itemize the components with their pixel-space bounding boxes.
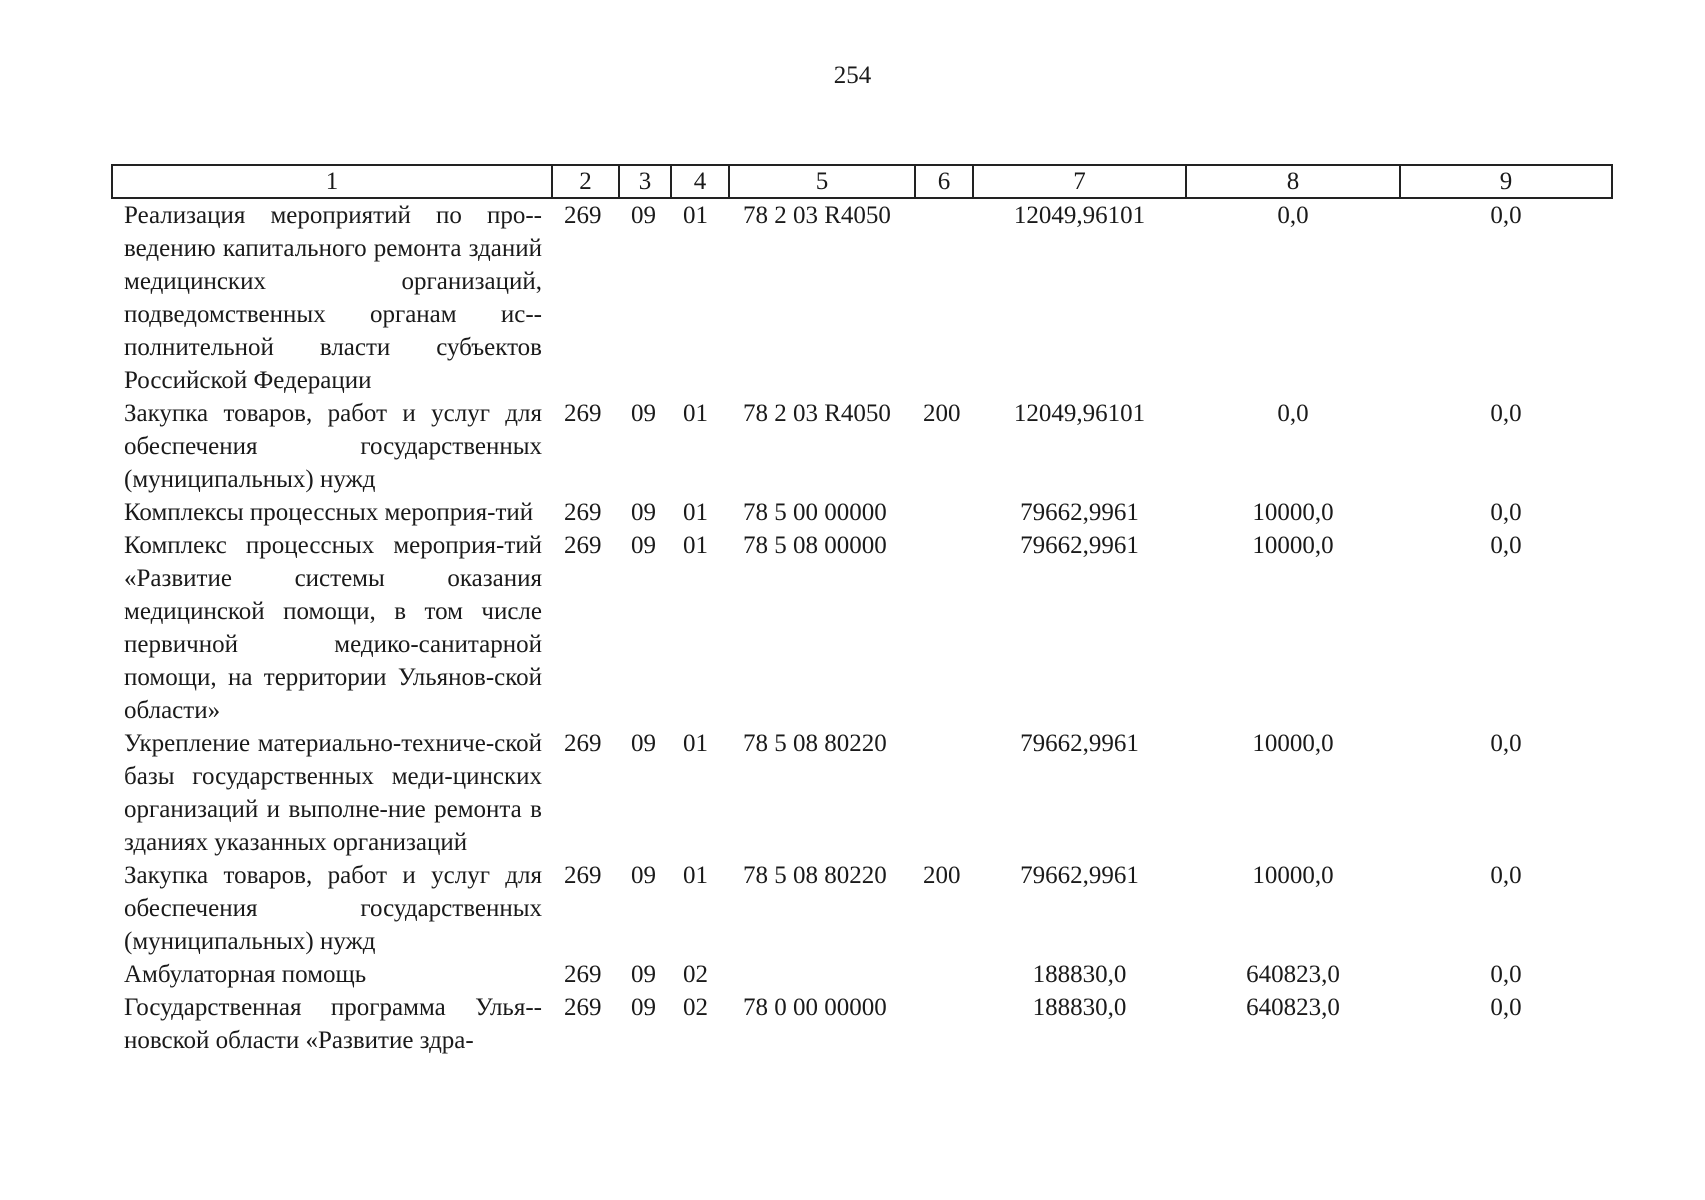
row-name: Амбулаторная помощь: [124, 961, 367, 988]
cell-amount-col8: 10000,0: [1252, 499, 1334, 526]
cell-amount-col9: 0,0: [1490, 202, 1522, 229]
cell-target-article: 78 5 08 80220: [743, 862, 887, 889]
row-name: Комплекс процессных мероприя-тий «Развитие системы оказания медицинской помощи, в том числе первичной медико-санитарной помощи, на территории Ульянов-ской области»: [124, 532, 542, 724]
header-cell: 5: [729, 165, 915, 198]
header-cell: 4: [671, 165, 729, 198]
cell-ministry-code: 269: [564, 994, 602, 1021]
table-row: [112, 859, 1612, 958]
cell-amount-col9: 0,0: [1490, 499, 1522, 526]
cell-subsection-code: 01: [683, 532, 708, 559]
row-name: Реализация мероприятий по про-ведению капитального ремонта зданий медицинских организаций, подведомственных органам ис-полнительной власти субъектов Российской Федерации: [124, 202, 542, 394]
cell-expense-type: [915, 198, 973, 397]
header-cell: 9: [1400, 165, 1612, 198]
cell-subsection-code: 01: [683, 400, 708, 427]
table-row: [112, 529, 1612, 727]
cell-section-code: 09: [631, 202, 656, 229]
cell-ministry-code: 269: [564, 862, 602, 889]
cell-ministry-code: 269: [564, 961, 602, 988]
cell-amount-col7: 188830,0: [1032, 994, 1127, 1021]
cell-expense-type: 200: [923, 400, 961, 427]
header-cell: 6: [915, 165, 973, 198]
header-cell: 7: [973, 165, 1186, 198]
row-name: Закупка товаров, работ и услуг для обеспечения государственных (муниципальных) нужд: [124, 862, 542, 955]
cell-expense-type: [915, 727, 973, 859]
cell-amount-col7: 79662,9961: [1020, 499, 1139, 526]
cell-amount-col9: 0,0: [1490, 400, 1522, 427]
header-cell: 1: [112, 165, 552, 198]
cell-amount-col8: 0,0: [1277, 400, 1309, 427]
row-name: Закупка товаров, работ и услуг для обеспечения государственных (муниципальных) нужд: [124, 400, 542, 493]
cell-section-code: 09: [631, 730, 656, 757]
cell-amount-col7: 12049,96101: [1013, 400, 1146, 427]
cell-amount-col7: 79662,9961: [1020, 862, 1139, 889]
row-name: Укрепление материально-техниче-ской базы государственных меди-цинских организаций и выполне-ние ремонта в зданиях указанных организаций: [124, 730, 542, 856]
table-row: [112, 958, 1612, 991]
cell-target-article: [729, 958, 915, 991]
cell-target-article: 78 5 00 00000: [743, 499, 887, 526]
cell-section-code: 09: [631, 961, 656, 988]
cell-ministry-code: 269: [564, 730, 602, 757]
cell-target-article: 78 2 03 R4050: [743, 400, 891, 427]
cell-expense-type: [915, 991, 973, 1057]
cell-subsection-code: 01: [683, 202, 708, 229]
cell-target-article: 78 2 03 R4050: [743, 202, 891, 229]
cell-amount-col8: 640823,0: [1246, 994, 1340, 1021]
cell-ministry-code: 269: [564, 400, 602, 427]
cell-amount-col8: 10000,0: [1252, 730, 1334, 757]
cell-amount-col8: 10000,0: [1252, 862, 1334, 889]
cell-ministry-code: 269: [564, 202, 602, 229]
cell-amount-col8: 640823,0: [1246, 961, 1340, 988]
cell-amount-col9: 0,0: [1490, 730, 1522, 757]
table-row: [112, 727, 1612, 859]
cell-subsection-code: 01: [683, 499, 708, 526]
cell-subsection-code: 01: [683, 862, 708, 889]
cell-subsection-code: 01: [683, 730, 708, 757]
cell-expense-type: [915, 958, 973, 991]
header-cell: 8: [1186, 165, 1400, 198]
cell-section-code: 09: [631, 400, 656, 427]
cell-amount-col9: 0,0: [1490, 994, 1522, 1021]
cell-section-code: 09: [631, 499, 656, 526]
header-cell: 2: [552, 165, 619, 198]
cell-expense-type: [915, 529, 973, 727]
header-row: [112, 165, 1612, 198]
cell-amount-col7: 12049,96101: [1013, 202, 1146, 229]
cell-amount-col8: 10000,0: [1252, 532, 1334, 559]
cell-ministry-code: 269: [564, 499, 602, 526]
cell-section-code: 09: [631, 532, 656, 559]
cell-amount-col9: 0,0: [1490, 961, 1522, 988]
cell-subsection-code: 02: [683, 961, 708, 988]
cell-subsection-code: 02: [683, 994, 708, 1021]
row-name: Комплексы процессных мероприя-тий: [124, 499, 534, 526]
cell-target-article: 78 5 08 00000: [743, 532, 887, 559]
table-row: [112, 198, 1612, 397]
cell-amount-col7: 188830,0: [1032, 961, 1127, 988]
cell-amount-col9: 0,0: [1490, 532, 1522, 559]
cell-expense-type: 200: [923, 862, 961, 889]
cell-section-code: 09: [631, 994, 656, 1021]
cell-section-code: 09: [631, 862, 656, 889]
table-row: [112, 397, 1612, 496]
row-name: Государственная программа Улья-новской области «Развитие здра-: [124, 994, 542, 1054]
cell-expense-type: [915, 496, 973, 529]
cell-amount-col8: 0,0: [1277, 202, 1309, 229]
table-header: [112, 165, 1612, 198]
page-number: 254: [833, 62, 872, 89]
header-cell: 3: [619, 165, 671, 198]
cell-target-article: 78 0 00 00000: [743, 994, 887, 1021]
table-body: [112, 198, 1612, 1057]
table-row: [112, 991, 1612, 1057]
cell-target-article: 78 5 08 80220: [743, 730, 887, 757]
table-row: [112, 496, 1612, 529]
cell-ministry-code: 269: [564, 532, 602, 559]
cell-amount-col7: 79662,9961: [1020, 730, 1139, 757]
budget-table: [111, 164, 1613, 1057]
cell-amount-col9: 0,0: [1490, 862, 1522, 889]
cell-amount-col7: 79662,9961: [1020, 532, 1139, 559]
